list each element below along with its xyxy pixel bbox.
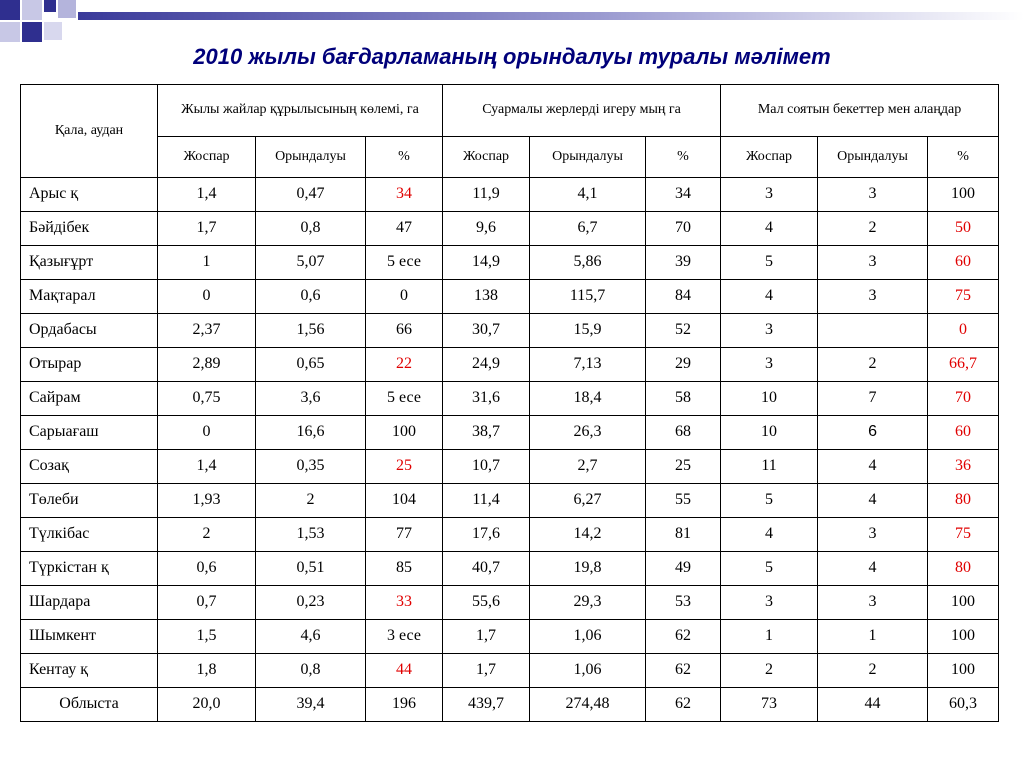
row-name: Созақ [21,450,158,484]
table-cell: 22 [366,348,443,382]
table-cell: 100 [928,586,999,620]
subheader-percent: % [366,137,443,178]
table-cell: 0,6 [256,280,366,314]
total-cell: 196 [366,688,443,722]
row-name: Кентау қ [21,654,158,688]
table-cell: 60 [928,416,999,450]
table-row [21,484,999,518]
table-cell: 33 [366,586,443,620]
table-cell: 29,3 [530,586,646,620]
table-row [21,654,999,688]
total-cell: 39,4 [256,688,366,722]
table-cell: 17,6 [443,518,530,552]
subheader-percent: % [928,137,999,178]
table-cell: 5 [721,246,818,280]
row-name: Мақтарал [21,280,158,314]
table-cell: 55,6 [443,586,530,620]
row-name: Шардара [21,586,158,620]
table-cell: 2,89 [158,348,256,382]
table-cell: 34 [646,178,721,212]
table-cell: 0 [158,280,256,314]
table-cell: 1,53 [256,518,366,552]
table-cell: 34 [366,178,443,212]
table-cell: 100 [928,178,999,212]
table-cell: 58 [646,382,721,416]
table-cell: 2 [818,348,928,382]
table-cell: 49 [646,552,721,586]
table-cell: 10,7 [443,450,530,484]
table-row [21,518,999,552]
table-cell: 5 [721,484,818,518]
row-name: Түркістан қ [21,552,158,586]
table-cell: 11,9 [443,178,530,212]
table-cell: 3 [721,586,818,620]
table-cell: 100 [928,654,999,688]
table-cell: 0,8 [256,654,366,688]
table-cell: 1,56 [256,314,366,348]
table-cell: 2 [158,518,256,552]
table-row [21,552,999,586]
table-cell: 80 [928,552,999,586]
table-cell: 7 [818,382,928,416]
table-cell: 53 [646,586,721,620]
table-cell: 3 [818,246,928,280]
table-cell: 0,75 [158,382,256,416]
table-cell: 81 [646,518,721,552]
row-name: Қазығұрт [21,246,158,280]
table-cell: 0,23 [256,586,366,620]
table-row [21,348,999,382]
table-cell: 47 [366,212,443,246]
table-cell: 24,9 [443,348,530,382]
table-cell: 1 [158,246,256,280]
table-cell: 14,9 [443,246,530,280]
table-cell: 9,6 [443,212,530,246]
table-cell: 55 [646,484,721,518]
row-name: Арыс қ [21,178,158,212]
table-cell: 3 [818,280,928,314]
table-cell: 100 [928,620,999,654]
row-name: Отырар [21,348,158,382]
table-row [21,178,999,212]
subheader-done: Орындалуы [256,137,366,178]
subheader-plan: Жоспар [443,137,530,178]
table-row [21,280,999,314]
table-cell: 1,93 [158,484,256,518]
table-cell: 1,4 [158,450,256,484]
table-cell [818,314,928,348]
table-cell: 62 [646,620,721,654]
table-cell: 1,7 [443,620,530,654]
table-cell: 2,7 [530,450,646,484]
table-cell: 25 [366,450,443,484]
total-cell: 20,0 [158,688,256,722]
table-cell: 68 [646,416,721,450]
table-cell: 16,6 [256,416,366,450]
table-cell: 4,1 [530,178,646,212]
table-cell: 2 [256,484,366,518]
header-corner: Қала, аудан [21,85,158,178]
table-cell: 44 [366,654,443,688]
table-cell: 15,9 [530,314,646,348]
header-group-irrigation: Суармалы жерлерді игеру мың га [443,85,721,137]
row-name: Түлкібас [21,518,158,552]
table-cell: 1,06 [530,620,646,654]
table-cell: 26,3 [530,416,646,450]
table-cell: 1,7 [443,654,530,688]
table-cell: 3 есе [366,620,443,654]
table-cell: 30,7 [443,314,530,348]
table-cell: 5 есе [366,382,443,416]
total-row [21,688,999,722]
table-cell: 40,7 [443,552,530,586]
subheader-plan: Жоспар [721,137,818,178]
table-cell: 3 [721,314,818,348]
total-label: Облыста [21,688,158,722]
table-cell: 0,6 [158,552,256,586]
table-row [21,212,999,246]
table-cell: 2,37 [158,314,256,348]
table-cell: 85 [366,552,443,586]
table-cell: 5 [721,552,818,586]
table-cell: 11,4 [443,484,530,518]
table-cell: 0,7 [158,586,256,620]
table-cell: 14,2 [530,518,646,552]
table-row [21,246,999,280]
table-cell: 0,47 [256,178,366,212]
table-cell: 3 [818,518,928,552]
table-cell: 11 [721,450,818,484]
table-cell: 5,07 [256,246,366,280]
table-cell: 3 [721,178,818,212]
corner-decoration [0,0,1024,50]
table-cell: 70 [646,212,721,246]
table-cell: 60 [928,246,999,280]
table-cell: 115,7 [530,280,646,314]
row-name: Сарыағаш [21,416,158,450]
table-cell: 66 [366,314,443,348]
table-cell: 6 [818,416,928,450]
row-name: Шымкент [21,620,158,654]
table-cell: 1 [721,620,818,654]
table-cell: 1,7 [158,212,256,246]
table-cell: 0,35 [256,450,366,484]
table-cell: 100 [366,416,443,450]
table-cell: 2 [818,212,928,246]
row-name: Ордабасы [21,314,158,348]
table-cell: 4 [818,552,928,586]
table-cell: 104 [366,484,443,518]
table-row [21,416,999,450]
table-cell: 4 [721,280,818,314]
table-cell: 29 [646,348,721,382]
total-cell: 274,48 [530,688,646,722]
header-group-greenhouse: Жылы жайлар құрылысының көлемі, га [158,85,443,137]
table-cell: 52 [646,314,721,348]
table-cell: 4 [721,212,818,246]
total-cell: 73 [721,688,818,722]
table-cell: 5 есе [366,246,443,280]
subheader-percent: % [646,137,721,178]
page-title: 2010 жылы бағдарламаның орындалуы туралы мәлімет [193,44,831,69]
table-cell: 0,65 [256,348,366,382]
table-cell: 0,51 [256,552,366,586]
table-cell: 1,4 [158,178,256,212]
table-cell: 62 [646,654,721,688]
row-name: Сайрам [21,382,158,416]
total-cell: 439,7 [443,688,530,722]
table-row [21,382,999,416]
table-cell: 6,7 [530,212,646,246]
subheader-plan: Жоспар [158,137,256,178]
total-cell: 44 [818,688,928,722]
table-cell: 0 [158,416,256,450]
table-cell: 66,7 [928,348,999,382]
table-cell: 4 [818,484,928,518]
table-cell: 138 [443,280,530,314]
table-cell: 3 [721,348,818,382]
subheader-done: Орындалуы [818,137,928,178]
table-cell: 1,5 [158,620,256,654]
row-name: Төлеби [21,484,158,518]
table-cell: 0 [928,314,999,348]
table-cell: 50 [928,212,999,246]
data-table [20,84,999,722]
table-cell: 31,6 [443,382,530,416]
header-group-slaughter: Мал соятын бекеттер мен алаңдар [721,85,999,137]
table-cell: 1,06 [530,654,646,688]
table-cell: 70 [928,382,999,416]
table-cell: 4 [818,450,928,484]
table-cell: 39 [646,246,721,280]
table-row [21,586,999,620]
table-cell: 2 [818,654,928,688]
table-row [21,450,999,484]
table-cell: 36 [928,450,999,484]
table-cell: 1 [818,620,928,654]
table-cell: 7,13 [530,348,646,382]
table-cell: 6,27 [530,484,646,518]
total-cell: 62 [646,688,721,722]
table-cell: 84 [646,280,721,314]
table-cell: 19,8 [530,552,646,586]
table-cell: 75 [928,518,999,552]
row-name: Бәйдібек [21,212,158,246]
table-cell: 4,6 [256,620,366,654]
table-cell: 4 [721,518,818,552]
table-cell: 0,8 [256,212,366,246]
table-cell: 2 [721,654,818,688]
total-cell: 60,3 [928,688,999,722]
table-cell: 10 [721,382,818,416]
table-cell: 10 [721,416,818,450]
table-cell: 18,4 [530,382,646,416]
table-cell: 38,7 [443,416,530,450]
table-cell: 0 [366,280,443,314]
subheader-done: Орындалуы [530,137,646,178]
table-cell: 75 [928,280,999,314]
table-row [21,314,999,348]
table-cell: 25 [646,450,721,484]
table-row [21,620,999,654]
table-cell: 80 [928,484,999,518]
table-cell: 77 [366,518,443,552]
table-body [21,178,999,722]
table-cell: 5,86 [530,246,646,280]
table-cell: 3 [818,178,928,212]
table-cell: 1,8 [158,654,256,688]
table-cell: 3 [818,586,928,620]
table-cell: 3,6 [256,382,366,416]
